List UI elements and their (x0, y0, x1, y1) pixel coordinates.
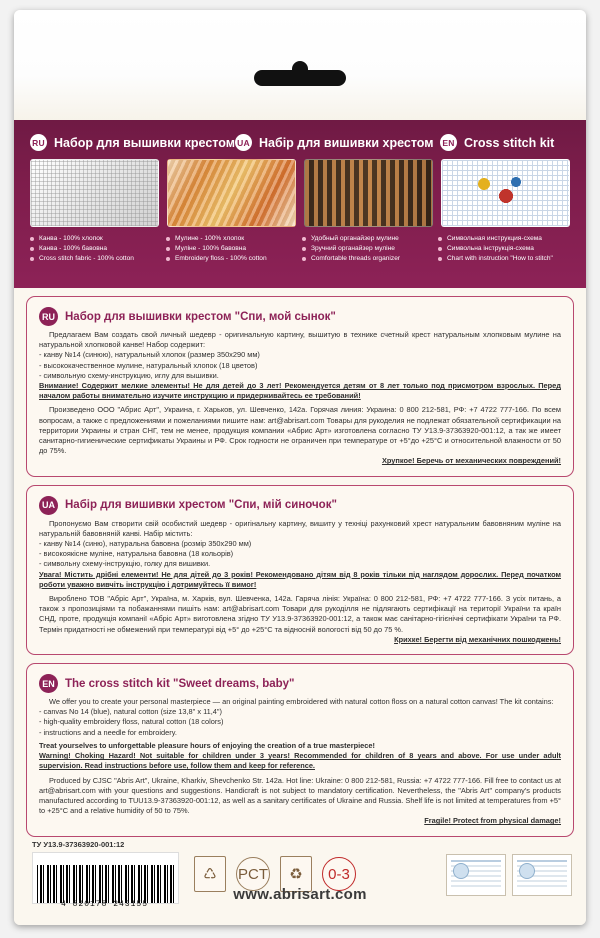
caption-text: Chart with instruction "How to stitch" (447, 255, 553, 262)
lang-badge-ru: RU (39, 307, 58, 326)
top-title-band (14, 120, 586, 288)
feature-captions-chart (438, 234, 566, 264)
bullet-icon (438, 257, 442, 261)
caption-text: Символьная инструкция-схема (447, 235, 542, 242)
legal-text-en: Produced by CJSC "Abris Art", Ukraine, Kharkiv, Shevchenko Str. 142a. Hot line: Ukraine: 0 800 212-581, Russia: +7 4722 777-166. Fill free to contact us at art@abrisart.com with your questions and suggestions. Handicraft is not subject to mandatory certification. Nevertheless, the "Abris Art" company's products manufactured according to TUU13.9-37363920-001:12, as well as a sanitary certificates of Ukraine and Russia. Shelf life is not limited at temperatures from +5° to +25°C and a relative humidity of 50 to 75%. (39, 775, 561, 816)
lang-badge-ua: UA (235, 134, 252, 151)
seal-icon (453, 863, 469, 879)
organizer-photo (304, 159, 433, 227)
feature-captions (14, 227, 586, 264)
feature-captions-floss (166, 234, 294, 264)
bullet-icon (302, 247, 306, 251)
kit-item-ru: - высококачественное мулине, натуральный хлопок (18 цветов) (39, 360, 258, 370)
title-ua-text: Набір для вишивки хрестом (259, 135, 434, 150)
caption-text: Зручний органайзер муліне (311, 245, 395, 252)
bullet-icon (302, 257, 306, 261)
bullet-icon (30, 257, 34, 261)
bullet-icon (438, 237, 442, 241)
kit-item-ua: - канву №14 (синю), натуральна бавовна (розмір 350х290 мм) (39, 539, 252, 549)
multilingual-titles (14, 120, 586, 159)
warning-text-en: Warning! Choking Hazard! Not suitable for children under 3 years! Recommended for children of 8 years and above. For use under adult supervision. Read instructions before use, follow them and keep for reference. (39, 751, 561, 771)
kit-item-ru: - символьную схему-инструкцию, иглу для вышивки. (39, 370, 219, 380)
tu-code-text: ТУ У13.9-37363920-001:12 (32, 840, 125, 849)
caption-text: Удобный органайзер мулине (311, 235, 399, 242)
caption-text: Cross stitch fabric - 100% cotton (39, 255, 134, 262)
caption-text: Мулине - 100% хлопок (175, 235, 245, 242)
bullet-icon (166, 237, 170, 241)
feature-captions-canvas (30, 234, 158, 264)
intro-text-ru: Предлагаем Вам создать свой личный шедевр - оригинальную картину, вышитую в технике счетный крест натуральным хлопковым мулине на натуральной хлопковой канве! Набор содержит: (39, 330, 561, 350)
legal-text-ua: Вироблено ТОВ "Абріс Арт", Україна, м. Харків, вул. Шевченка, 142а. Гаряча лінія: Україна: 0 800 212-581, РФ: +7 4722 777-166. З усіх питань, а також з пропозиціями та побажаннями пишіть нам: art@abrisart.com Товари для рукоділля не підлягають сертифікації на території України та країн СНД, проте, продукція компанії «Абріс Арт» виготовлена згідно ТУ У13.9-37363920-001:12, а також має санітарно-гігієнічні сертифікати України та РФ. Термін придатності не обмежений при температурі від +5° до +25°С та відносній вологості від 50 до 75 %. (39, 594, 561, 634)
title-ru (30, 134, 235, 151)
kit-item-en: - canvas No 14 (blue), natural cotton (size 13,8" x 11,4") (39, 707, 222, 717)
bullet-icon (30, 247, 34, 251)
barcode-number: 4 820178 243155 (60, 900, 148, 909)
block-title-ru: Набор для вышивки крестом "Спи, мой сынок" (65, 310, 336, 323)
kit-item-en: - instructions and a needle for embroidery. (39, 727, 177, 737)
block-head-ua (39, 496, 561, 515)
lang-badge-en: EN (440, 134, 457, 151)
caption-text: Канва - 100% хлопок (39, 235, 103, 242)
do-not-litter-icon: ♺ (194, 856, 226, 892)
footer-bold-ua: Крихке! Берегти від механічних пошкоджень! (394, 634, 561, 644)
chart-photo (441, 159, 570, 227)
age-3-plus-restriction-icon: 0-3 (322, 857, 356, 891)
block-title-en: The cross stitch kit "Sweet dreams, baby" (65, 677, 295, 690)
bottom-strip (14, 838, 586, 925)
website-url[interactable]: www.abrisart.com (233, 886, 367, 903)
hanger-zone (14, 10, 586, 121)
description-block-ru (26, 296, 574, 477)
bullet-icon (30, 237, 34, 241)
intro-text-ua: Пропонуємо Вам створити свій особистий шедевр - оригінальну картину, вишиту у техніці рахунковий хрест натуральним бавовняним муліне на натуральній бавовняній канві. Набір містить: (39, 518, 561, 538)
intro-text-en: We offer you to create your personal masterpiece — an original painting embroidered with natural cotton floss on a natural cotton canvas! The kit contains: (49, 697, 554, 707)
block-title-ua: Набір для вишивки хрестом "Спи, мій синочок" (65, 499, 337, 512)
title-ua (235, 134, 440, 151)
canvas-photo (30, 159, 159, 227)
caption-text: Канва - 100% бавовна (39, 245, 108, 252)
kit-item-ua: - символьну схему-інструкцію, голку для вишивки. (39, 559, 211, 569)
bullet-icon (166, 257, 170, 261)
seal-icon (519, 863, 535, 879)
bullet-icon (438, 247, 442, 251)
description-area (14, 288, 586, 838)
warning-text-ru: Внимание! Содержит мелкие элементы! Не для детей до 3 лет! Рекомендуется детям от 8 лет только под присмотром взрослых. Перед началом работы внимательно изучите инструкцию и придерживайтесь ее требований! (39, 381, 561, 401)
title-en-text: Cross stitch kit (464, 135, 555, 150)
lang-badge-en: EN (39, 674, 58, 693)
footer-bold-ru: Хрупкое! Беречь от механических повреждений! (381, 456, 561, 466)
footer-bold-en: Fragile! Protect from physical damage! (424, 816, 561, 826)
treat-text-en: Treat yourselves to unforgettable pleasure hours of enjoying the creation of a true masterpiece! (39, 740, 375, 750)
title-en (440, 134, 554, 151)
caption-text: Comfortable threads organizer (311, 255, 401, 262)
euro-slot-hole-icon (254, 70, 346, 86)
block-head-ru (39, 307, 561, 326)
caption-text: Символьна інструкція-схема (447, 245, 534, 252)
legal-text-ru: Произведено ООО "Абрис Арт", Украина, г. Харьков, ул. Шевченко, 142а. Горячая линия: Украина: 0 800 212-581, РФ: +7 4722 777-166. По всем вопросам, а также с предложениями и пожеланиями пишите нам: art@abrisart.com Товары для рукоделия не подлежат обязательной сертификации на территории Украины и стран СНГ, тем не менее, продукция компании «Абрис Арт» изготовлена согласно ТУ У13.9-37363920-001:12, а так же имеет санитарно-гигиенические сертификаты Украины и РФ. Срок годности не ограничен при температуре от +5°до +25°C и относительной влажности от 50 до 75%. (39, 405, 561, 456)
warning-text-ua: Увага! Містить дрібні елементи! Не для дітей до 3 років! Рекомендовано дітям від 8 років тільки під наглядом дорослих. Перед початком роботи уважно вивчіть інструкцію і дотримуйтесь її вимог! (39, 569, 561, 589)
description-block-en (26, 663, 574, 836)
kit-item-ua: - високоякісне муліне, натуральна бавовна (18 кольорів) (39, 549, 234, 559)
description-block-ua (26, 485, 574, 655)
package-card (14, 10, 586, 925)
bullet-icon (302, 237, 306, 241)
kit-item-ru: - канву №14 (синюю), натуральный хлопок (размер 350х290 мм) (39, 350, 260, 360)
lang-badge-ua: UA (39, 496, 58, 515)
lang-badge-ru: RU (30, 134, 47, 151)
caption-text: Муліне - 100% бавовна (175, 245, 247, 252)
caption-text: Embroidery floss - 100% cotton (175, 255, 267, 262)
feature-photos (14, 159, 586, 227)
rst-certification-icon: PCT (236, 857, 270, 891)
kit-item-en: - high-quality embroidery floss, natural cotton (18 colors) (39, 717, 224, 727)
floss-photo (167, 159, 296, 227)
block-head-en (39, 674, 561, 693)
feature-captions-organizer (302, 234, 430, 264)
recycling-icon: ♻ (280, 856, 312, 892)
title-ru-text: Набор для вышивки крестом (54, 135, 235, 150)
bullet-icon (166, 247, 170, 251)
